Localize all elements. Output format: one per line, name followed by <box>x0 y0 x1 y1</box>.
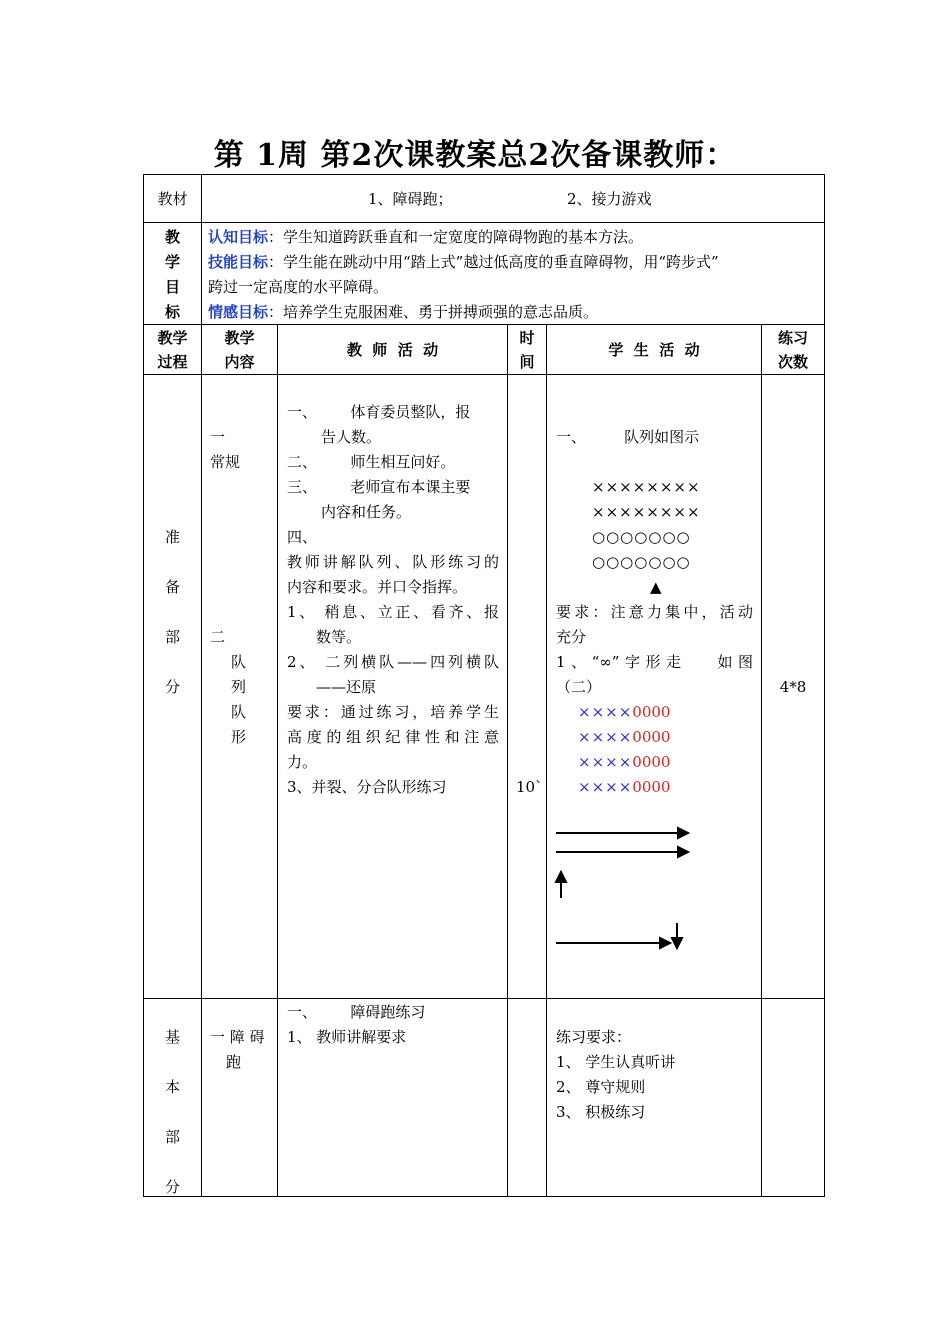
basic-stage-2: 本 <box>164 1078 180 1096</box>
header-practice-2: 次数 <box>777 353 808 371</box>
teacher-marker-icon: ▲ <box>650 578 662 596</box>
movement-arrows-diagram <box>550 820 700 960</box>
basic-student-line: 3、 积极练习 <box>556 1103 646 1121</box>
prep-stage-1: 准 <box>164 528 180 546</box>
basic-teacher-line: 1、 教师讲解要求 <box>287 1028 407 1046</box>
prep-student-line: 要求：注意力集中，活动 <box>556 603 753 621</box>
pattern-row: ××××0000 <box>578 728 671 746</box>
header-teacher: 教 师 活 动 <box>346 341 439 359</box>
emotion-text: ：培养学生克服困难、勇于拼搏顽强的意志品质。 <box>268 303 599 321</box>
arrow-right-icon <box>678 828 688 838</box>
prep-time: 10` <box>516 778 543 796</box>
basic-stage-1: 基 <box>164 1028 180 1046</box>
basic-stage-4: 分 <box>164 1178 180 1196</box>
header-process-1: 教学 <box>157 329 188 347</box>
prep-content-2-c: 队 <box>231 703 247 721</box>
prep-content-2-num: 二 <box>210 628 226 646</box>
materials-item-2: 2、接力游戏 <box>567 190 652 208</box>
prep-teacher-line: 内容和任务。 <box>321 503 412 521</box>
formation-row: ×××××××× <box>592 503 701 521</box>
formation-row: ○○○○○○○ <box>592 553 691 571</box>
basic-content-1: 一 障 碍 <box>210 1028 265 1046</box>
header-content-2: 内容 <box>224 353 255 371</box>
prep-teacher-line: 力。 <box>287 753 318 771</box>
prep-teacher-line: 3、并裂、分合队形练习 <box>287 778 447 796</box>
emotion-objective <box>208 300 598 325</box>
arrow-right-icon <box>678 847 688 857</box>
prep-teacher-line: 1、 稍息、立正、看齐、报 <box>287 603 499 621</box>
skill-objective <box>208 250 719 275</box>
emotion-label: 情感目标 <box>208 303 269 321</box>
header-time-2: 间 <box>519 353 535 371</box>
header-content-1: 教学 <box>224 329 255 347</box>
basic-stage-3: 部 <box>164 1128 180 1146</box>
prep-teacher-line: ——还原 <box>316 678 377 696</box>
prep-stage-4: 分 <box>164 678 180 696</box>
prep-teacher-line: 告人数。 <box>321 428 382 446</box>
arrow-up-icon <box>556 872 566 882</box>
prep-stage-2: 备 <box>164 578 180 596</box>
prep-teacher-line: 内容和要求。并口令指挥。 <box>287 578 468 596</box>
cognitive-objective <box>208 225 643 250</box>
prep-content-2-b: 列 <box>231 678 247 696</box>
objectives-label-4: 标 <box>164 303 180 321</box>
prep-content-1-num: 一 <box>210 428 226 446</box>
prep-stage-3: 部 <box>164 628 180 646</box>
prep-teacher-line: 四、 <box>287 528 318 546</box>
pattern-row: ××××0000 <box>578 703 671 721</box>
prep-teacher-line: 二、 师生相互问好。 <box>287 453 456 471</box>
prep-student-line: 充分 <box>556 628 587 646</box>
prep-content-2-a: 队 <box>231 653 247 671</box>
objectives-label-3: 目 <box>164 278 180 296</box>
prep-teacher-line: 一、 体育委员整队，报 <box>287 403 471 421</box>
prep-teacher-line: 要求：通过练习，培养学生 <box>287 703 499 721</box>
objectives-label-1: 教 <box>164 228 180 246</box>
pattern-row: ××××0000 <box>578 778 671 796</box>
prep-teacher-line: 高度的组织纪律性和注意 <box>287 728 499 746</box>
pattern-row: ××××0000 <box>578 753 671 771</box>
prep-teacher-line: 三、 老师宣布本课主要 <box>287 478 471 496</box>
formation-row: ×××××××× <box>592 478 701 496</box>
basic-student-line: 2、 尊守规则 <box>556 1078 646 1096</box>
prep-content-1-text: 常规 <box>210 453 241 471</box>
prep-teacher-line: 数等。 <box>316 628 362 646</box>
arrow-right-icon <box>660 938 670 948</box>
prep-teacher-line: 教师讲解队列、队形练习的 <box>287 553 499 571</box>
prep-practice: 4*8 <box>779 678 807 696</box>
prep-content-2-d: 形 <box>231 728 247 746</box>
skill-text: ：学生能在跳动中用“踏上式”越过低高度的垂直障碍物，用“跨步式” <box>268 253 719 271</box>
materials-label: 教材 <box>157 190 188 208</box>
prep-teacher-line: 2、 二列横队——四列横队 <box>287 653 499 671</box>
header-process-2: 过程 <box>157 353 188 371</box>
cognitive-label: 认知目标 <box>208 228 269 246</box>
skill-label: 技能目标 <box>208 253 269 271</box>
objectives-label-2: 学 <box>164 253 180 271</box>
materials-item-1: 1、障碍跑； <box>368 190 453 208</box>
basic-teacher-line: 一、 障碍跑练习 <box>287 1003 426 1021</box>
page-title: 第 1周 第2次课教案总2次备课教师： <box>213 138 737 173</box>
prep-student-line: 1、“∞”字形走 如图 <box>556 653 753 671</box>
cognitive-text: ：学生知道跨跃垂直和一定宽度的障碍物跑的基本方法。 <box>268 228 644 246</box>
basic-student-line: 练习要求： <box>556 1028 632 1046</box>
prep-student-heading: 一、 队列如图示 <box>556 428 700 446</box>
formation-row: ○○○○○○○ <box>592 528 691 546</box>
prep-student-line: （二） <box>556 678 602 696</box>
basic-content-2: 跑 <box>226 1053 242 1071</box>
header-practice-1: 练习 <box>777 329 808 347</box>
basic-student-line: 1、 学生认真听讲 <box>556 1053 676 1071</box>
arrow-down-icon <box>672 938 682 948</box>
header-time-1: 时 <box>519 329 535 347</box>
header-student: 学 生 活 动 <box>608 341 700 359</box>
skill-text-cont: 跨过一定高度的水平障碍。 <box>208 278 389 296</box>
